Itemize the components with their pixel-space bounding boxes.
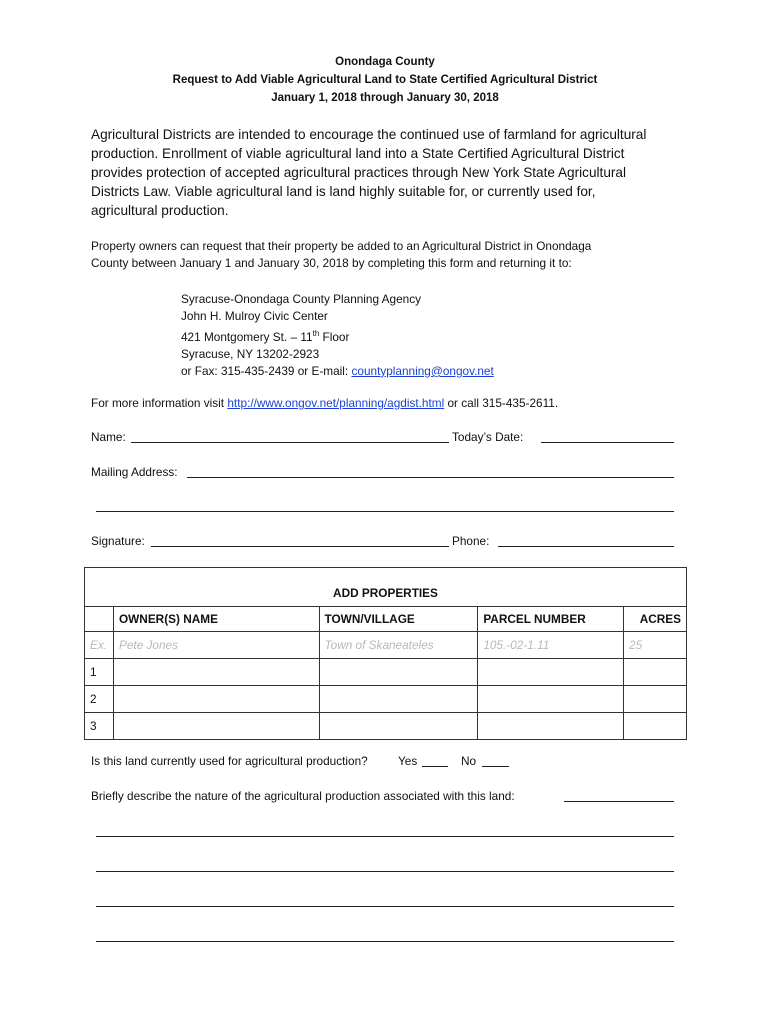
row-number: 1: [85, 659, 114, 686]
mailing-address-block: [181, 291, 494, 380]
describe-question: Briefly describe the nature of the agricultural production associated with this land:: [91, 789, 515, 803]
example-town: Town of Skaneateles: [319, 632, 478, 659]
parcel-number-cell[interactable]: [478, 686, 624, 713]
website-link[interactable]: http://www.ongov.net/planning/agdist.html: [227, 396, 445, 410]
date-range: January 1, 2018 through January 30, 2018: [271, 92, 499, 104]
owner-name-cell[interactable]: [113, 659, 319, 686]
owner-name-cell[interactable]: [113, 686, 319, 713]
describe-field[interactable]: [564, 790, 674, 802]
request-line: Property owners can request that their property be added to an Agricultural District in Onondaga: [91, 239, 592, 253]
intro-line: provides protection of accepted agricultural practices through New York State Agricultural: [91, 165, 626, 180]
describe-field-line[interactable]: [96, 871, 674, 872]
name-label: Name:: [91, 430, 126, 444]
row-number-header: [85, 607, 114, 632]
owner-name-header: OWNER(S) NAME: [113, 607, 319, 632]
no-label: No: [461, 754, 477, 768]
more-info-suffix: or call 315-435-2611.: [444, 396, 559, 410]
acres-cell[interactable]: [624, 659, 687, 686]
mailing-address-field[interactable]: [187, 466, 674, 478]
signature-field[interactable]: [151, 535, 449, 547]
table-row: [85, 713, 687, 740]
form-title: Request to Add Viable Agricultural Land to State Certified Agricultural District: [172, 74, 598, 86]
intro-paragraph: [91, 125, 681, 220]
city-state-zip: Syracuse, NY 13202-2923: [181, 346, 320, 361]
email-link[interactable]: countyplanning@ongov.net: [351, 363, 494, 378]
table-title: ADD PROPERTIES: [85, 568, 687, 607]
yes-label: Yes: [398, 754, 418, 768]
town-village-header: TOWN/VILLAGE: [319, 607, 478, 632]
name-field[interactable]: [131, 431, 449, 443]
parcel-number-cell[interactable]: [478, 659, 624, 686]
building-name: John H. Mulroy Civic Center: [181, 309, 328, 323]
example-acres: 25: [624, 632, 687, 659]
phone-label: Phone:: [452, 534, 490, 548]
request-line: County between January 1 and January 30, 2018 by completing this form and returning it to:: [91, 256, 572, 270]
intro-line: Districts Law. Viable agricultural land is land highly suitable for, or currently used for,: [91, 184, 596, 199]
yes-answer-field[interactable]: [422, 755, 448, 767]
acres-header: ACRES: [624, 607, 687, 632]
date-label: Today’s Date:: [452, 430, 524, 444]
example-row: [85, 632, 687, 659]
town-village-cell[interactable]: [319, 686, 478, 713]
floor-suffix: th: [312, 329, 320, 338]
table-header-row: [85, 607, 687, 632]
ag-use-question: Is this land currently used for agricultural production?: [91, 754, 368, 768]
mailing-address-field-line2[interactable]: [96, 511, 674, 512]
example-label: Ex.: [85, 632, 114, 659]
table-row: [85, 659, 687, 686]
add-properties-table: [84, 567, 687, 740]
intro-line: Agricultural Districts are intended to encourage the continued use of farmland for agricultural: [91, 127, 647, 142]
street-text: 421 Montgomery St. – 11: [181, 329, 313, 344]
floor-text: Floor: [319, 329, 350, 344]
describe-field-line[interactable]: [96, 836, 674, 837]
street-address: [181, 325, 494, 346]
example-parcel: 105.-02-1.11: [478, 632, 624, 659]
town-village-cell[interactable]: [319, 659, 478, 686]
describe-field-line[interactable]: [96, 941, 674, 942]
more-info-prefix: For more information visit: [91, 396, 228, 410]
intro-line: production. Enrollment of viable agricultural land into a State Certified Agricultural District: [91, 146, 625, 161]
intro-line: agricultural production.: [91, 203, 229, 218]
table-row: [85, 686, 687, 713]
row-number: 2: [85, 686, 114, 713]
mailing-address-label: Mailing Address:: [91, 465, 178, 479]
county-title: Onondaga County: [335, 56, 435, 68]
example-owner: Pete Jones: [113, 632, 319, 659]
acres-cell[interactable]: [624, 686, 687, 713]
date-field[interactable]: [541, 431, 674, 443]
fax-text: or Fax: 315-435-2439 or E-mail:: [181, 363, 352, 378]
agency-name: Syracuse-Onondaga County Planning Agency: [181, 292, 422, 306]
acres-cell[interactable]: [624, 713, 687, 740]
signature-label: Signature:: [91, 534, 145, 548]
more-info-line: [91, 395, 681, 412]
contact-line: [181, 363, 494, 380]
no-answer-field[interactable]: [482, 755, 509, 767]
describe-field-line[interactable]: [96, 906, 674, 907]
row-number: 3: [85, 713, 114, 740]
request-paragraph: [91, 238, 681, 272]
parcel-number-header: PARCEL NUMBER: [478, 607, 624, 632]
parcel-number-cell[interactable]: [478, 713, 624, 740]
owner-name-cell[interactable]: [113, 713, 319, 740]
town-village-cell[interactable]: [319, 713, 478, 740]
phone-field[interactable]: [498, 535, 674, 547]
